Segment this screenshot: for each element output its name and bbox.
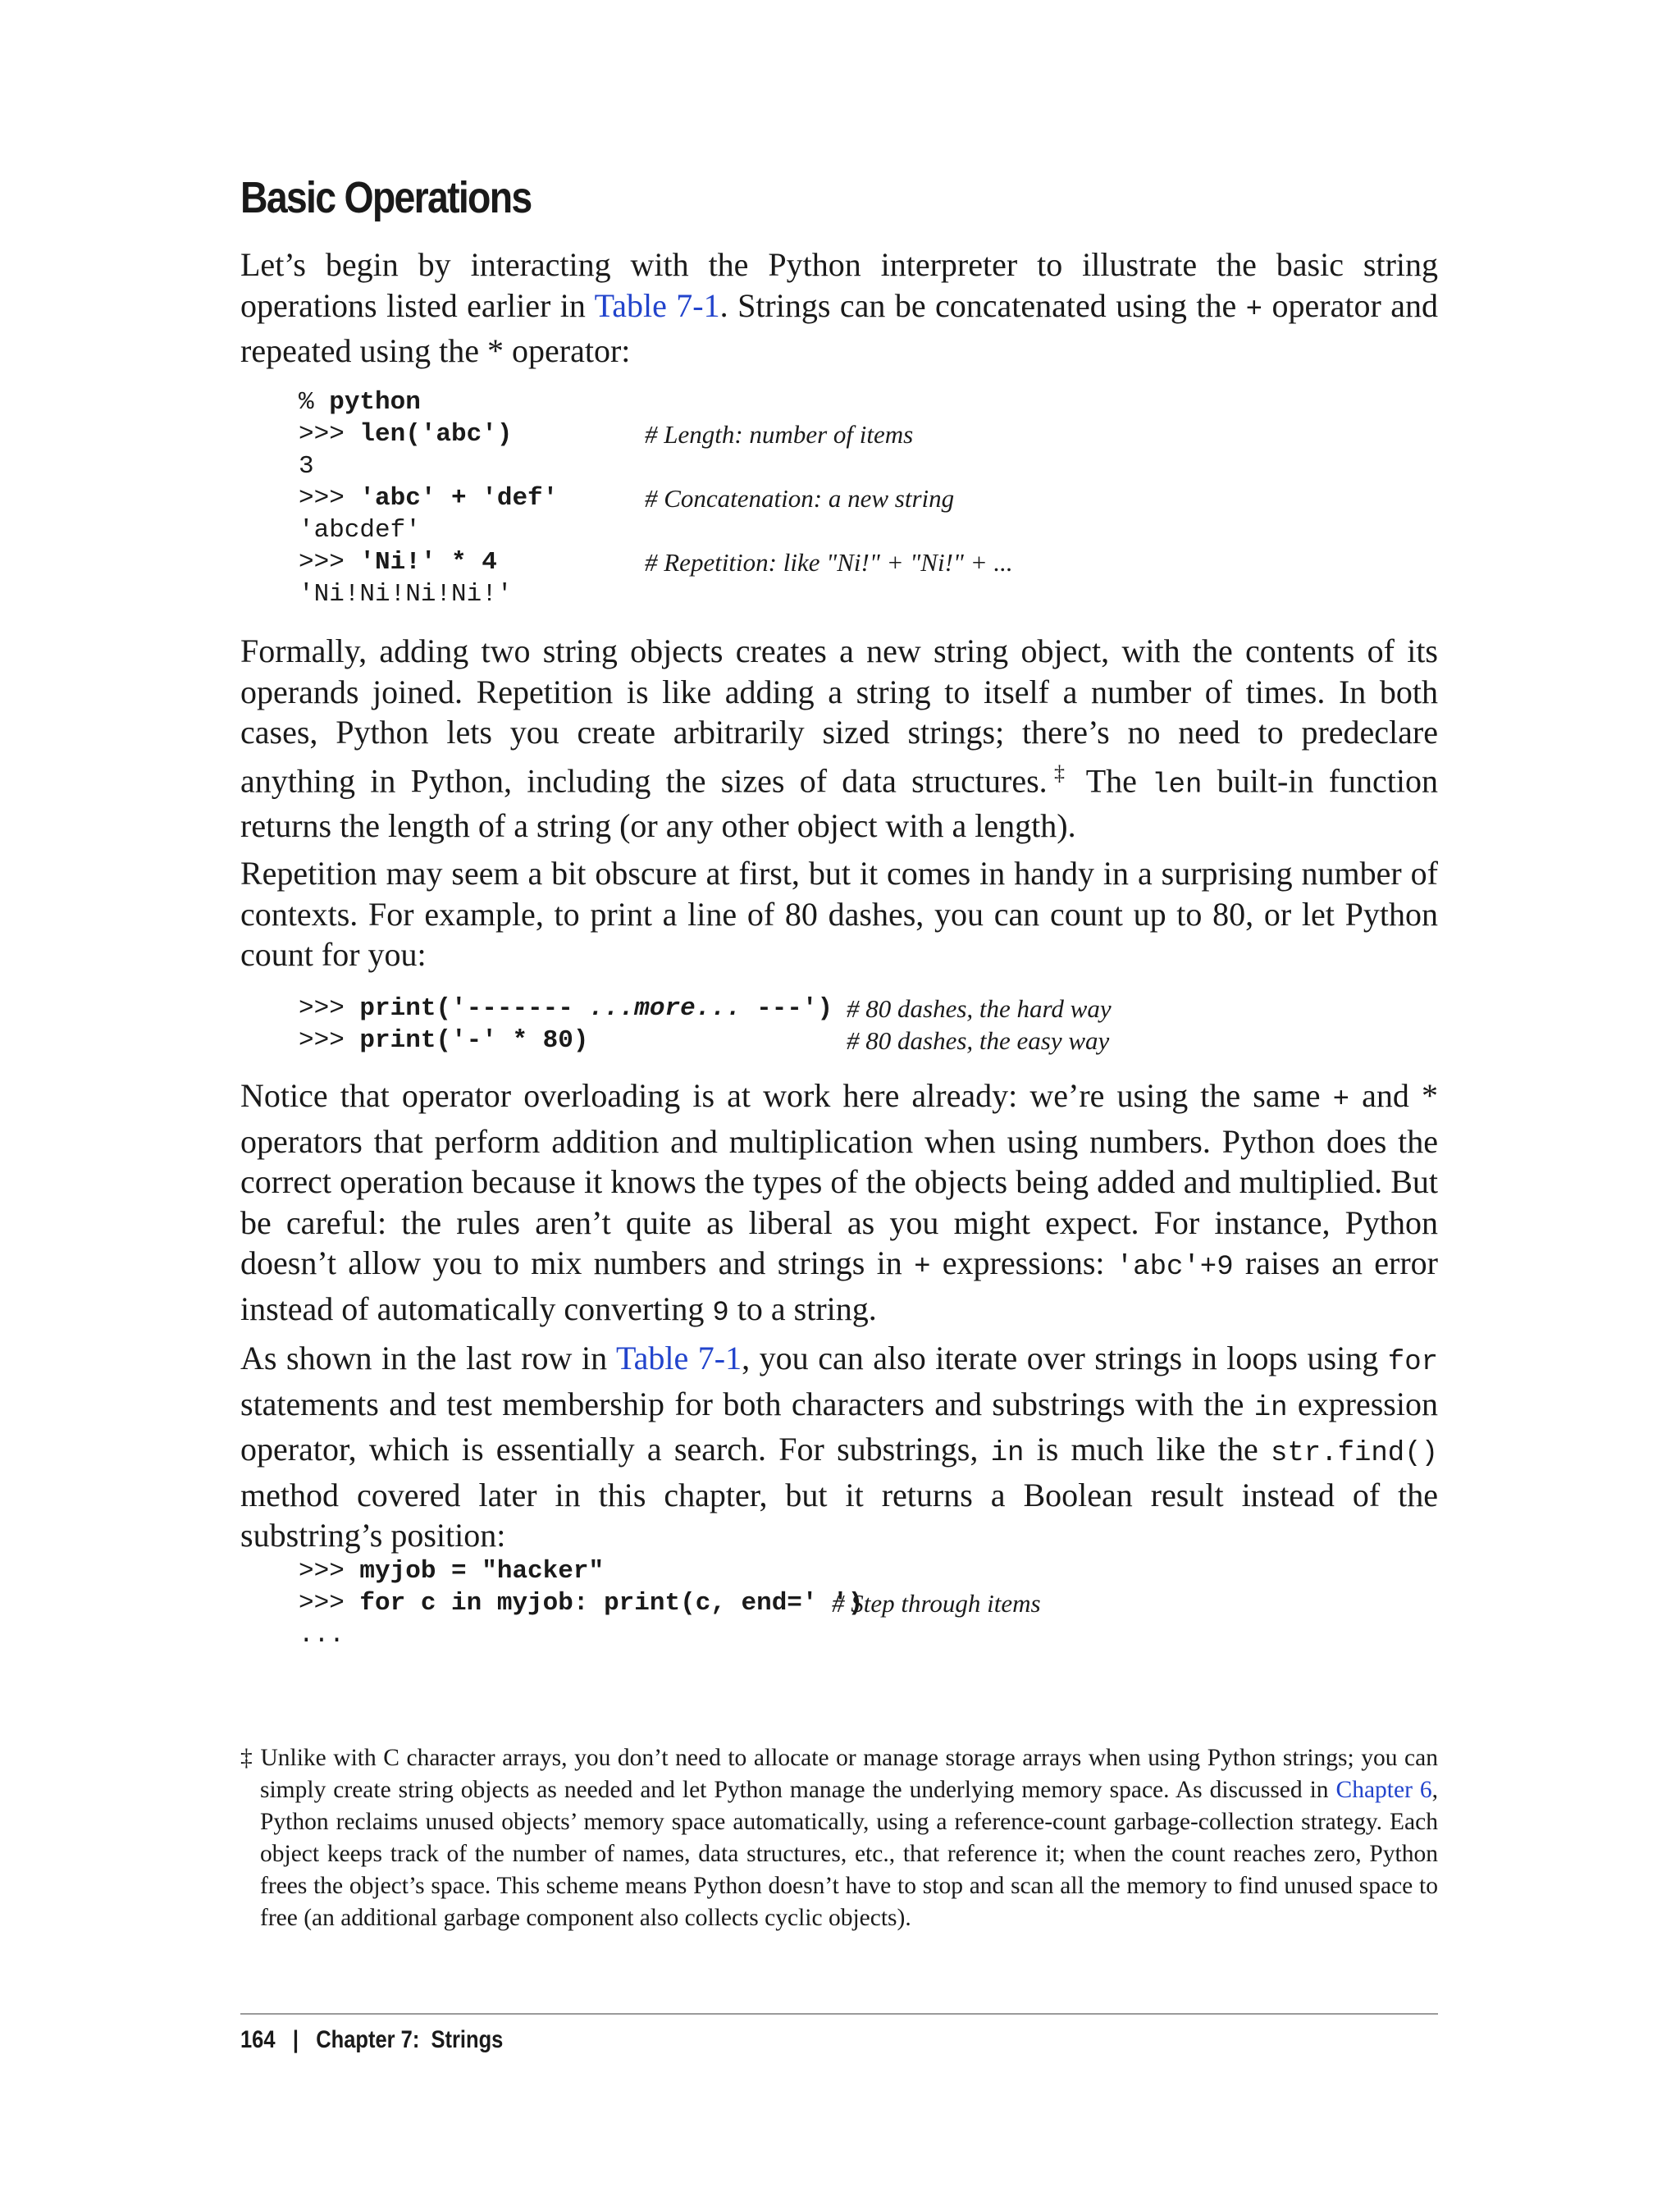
code-comment: # Repetition: like "Ni!" + "Ni!" + ... (645, 548, 1013, 577)
text: The (1071, 761, 1153, 799)
code-input-ellipsis: ...more... (588, 994, 742, 1023)
code-input: 'abc' + 'def' (359, 484, 559, 513)
code-continuation: ... (299, 1621, 345, 1650)
text: Let’s begin by interacting with the Python interpreter to illustrate the basic string operations listed earlier in (240, 246, 1438, 324)
code-comment: # 80 dashes, the easy way (847, 1026, 1110, 1055)
code-input: len('abc') (359, 420, 513, 449)
repl-prompt: >>> (299, 420, 360, 449)
text: expression operator, which is essentially a search. For substrings, (240, 1385, 1438, 1468)
paragraph-intro (240, 244, 1438, 372)
text: method covered later in this chapter, but it returns a Boolean result instead of the substring’s position: (240, 1476, 1438, 1554)
repl-prompt: >>> (299, 994, 360, 1023)
footer-rule (240, 2013, 1438, 2015)
text: to a string. (728, 1290, 877, 1327)
text: , you can also iterate over strings in loops using (742, 1340, 1388, 1376)
code-block-dashes (299, 993, 1365, 1058)
text: built-in function returns the length of a string (or any other object with a length). (240, 761, 1438, 845)
inline-code: in (990, 1438, 1025, 1469)
code-line (299, 1587, 863, 1619)
repl-prompt: >>> (299, 548, 360, 577)
table-7-1-link[interactable]: Table 7-1 (594, 286, 720, 324)
repl-prompt: >>> (299, 1589, 360, 1618)
code-comment: # 80 dashes, the hard way (847, 994, 1112, 1023)
inline-code: len (1152, 769, 1203, 801)
code-input: ---') (741, 994, 833, 1023)
code-comment: # Step through items (832, 1589, 1041, 1618)
code-line (299, 418, 512, 450)
text: operator and repeated using the * operator: (240, 286, 1438, 369)
chapter-6-link[interactable]: Chapter 6 (1335, 1777, 1432, 1803)
text: and * operators that perform addition and multiplication when using numbers. Python does the correct operation because it knows the types of the objects being added and multiplied. But be careful: the rules aren’t quite as liberal as you might expect. For instance, Python doesn’t allow you to mix numbers and strings in (240, 1077, 1439, 1281)
paragraph-iteration (240, 1338, 1438, 1556)
code-input: print('------- (359, 994, 589, 1023)
footnote-marker[interactable]: ‡ (1047, 760, 1072, 785)
running-chapter-title: Chapter 7: Strings (316, 2026, 504, 2053)
code-input: print('-' * 80) (359, 1026, 589, 1055)
text: , Python reclaims unused objects’ memory space automatically, using a reference-count garbage-collection strategy. Each object keeps track of the number of names, data structures, etc., that reference it; when the count reaches zero, Python frees the object’s space. This scheme means Python doesn’t have to stop and scan all the memory to find unused space to free (an additional garbage component also collects cyclic objects). (260, 1777, 1438, 1931)
code-output: 'Ni!Ni!Ni!Ni!' (299, 580, 513, 609)
repl-prompt: >>> (299, 484, 360, 513)
code-input: myjob = "hacker" (359, 1557, 605, 1586)
page-footer (240, 2026, 503, 2054)
code-line (299, 993, 833, 1025)
table-7-1-link[interactable]: Table 7-1 (615, 1340, 742, 1376)
text: Unlike with C character arrays, you don’t need to allocate or manage storage arrays when using Python strings; you can simply create string objects as needed and let Python manage the underlying memory space. As discussed in (253, 1745, 1438, 1803)
code-comment: # Concatenation: a new string (645, 484, 955, 513)
code-block-basic (299, 386, 1365, 608)
code-line (299, 546, 497, 578)
page-number: 164 (240, 2026, 276, 2053)
inline-code: 'abc'+9 (1116, 1252, 1234, 1283)
inline-code: + (914, 1252, 931, 1283)
inline-code: in (1253, 1392, 1288, 1424)
paragraph-repetition: Repetition may seem a bit obscure at first, but it comes in handy in a surprising number of contexts. For example, to print a line of 80 dashes, you can count up to 80, or let Python count for you: (240, 855, 1438, 973)
inline-code: for (1387, 1347, 1439, 1378)
footnote-marker: ‡ (240, 1745, 253, 1771)
footnote (240, 1742, 1438, 1934)
inline-code: + (1245, 294, 1263, 326)
paragraph-formally (240, 631, 1438, 847)
code-line-shell (299, 386, 421, 418)
inline-code: + (1332, 1084, 1350, 1116)
code-line (299, 1025, 588, 1057)
code-comment: # Length: number of items (645, 420, 914, 449)
section-heading: Basic Operations (240, 173, 532, 222)
shell-prompt: % (299, 388, 330, 417)
text: Notice that operator overloading is at work here already: we’re using the same (240, 1077, 1333, 1114)
text: expressions: (930, 1244, 1116, 1281)
code-output: 3 (299, 452, 314, 481)
text: raises an error instead of automatically converting (240, 1244, 1438, 1327)
paragraph-overloading (240, 1075, 1438, 1334)
text: As shown in the last row in (240, 1340, 616, 1376)
repl-prompt: >>> (299, 1026, 360, 1055)
text: statements and test membership for both characters and substrings with the (240, 1385, 1254, 1422)
footer-separator: | (292, 2026, 299, 2053)
text: . Strings can be concatenated using the (719, 286, 1246, 324)
inline-code: str.find() (1270, 1438, 1439, 1469)
code-line (299, 482, 558, 514)
text: Formally, adding two string objects creates a new string object, with the contents of its operands joined. Repetition is like adding a string to itself a number of times. In both cases, Python lets you create arbitrarily sized strings; there’s no need to predeclare anything in Python, including the sizes of data structures. (240, 632, 1438, 799)
repl-prompt: >>> (299, 1557, 360, 1586)
code-line (299, 1555, 604, 1587)
code-output: 'abcdef' (299, 516, 421, 545)
shell-command: python (329, 388, 421, 417)
code-block-iteration (299, 1555, 1365, 1654)
code-input: for c in myjob: print(c, end=' ') (359, 1589, 864, 1618)
inline-code: 9 (712, 1297, 729, 1329)
text: is much like the (1024, 1431, 1271, 1468)
code-input: 'Ni!' * 4 (359, 548, 497, 577)
